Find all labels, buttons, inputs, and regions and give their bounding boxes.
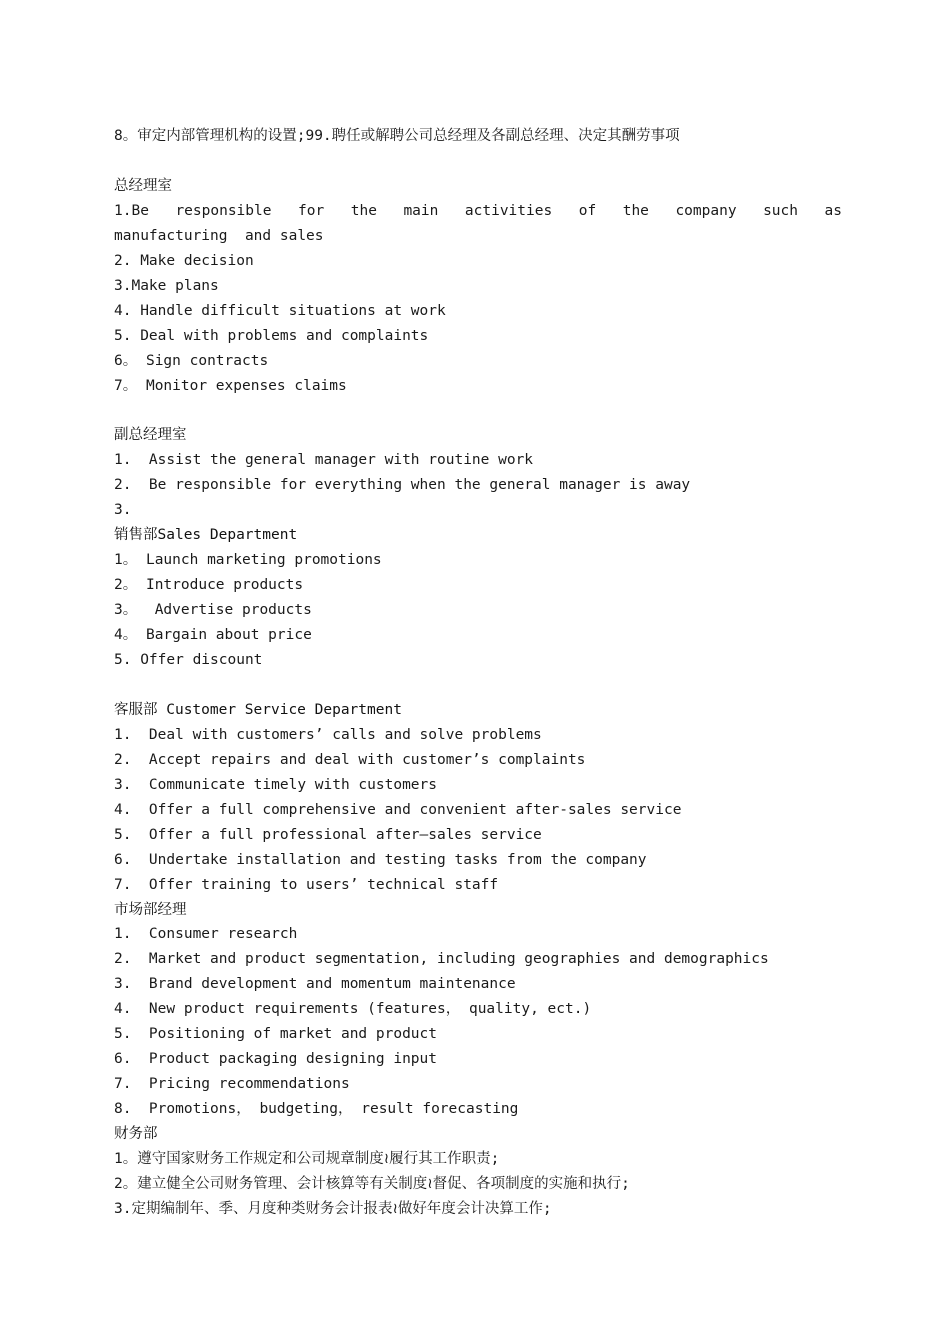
list-item: 2. Market and product segmentation, including geographies and demographics [114,951,769,968]
list-item: 2. Be responsible for everything when the general manager is away [114,477,691,494]
section-marketing [114,898,842,1123]
section-deputy-manager [114,423,842,523]
section-finance [114,1122,842,1222]
section-title: 市场部经理 [114,901,187,918]
list-item: 4。 Bargain about price [114,627,312,644]
list-item: 1.Be responsible for the main activities of the company such as manufacturing and sales [114,202,860,244]
list-item: 4. Handle difficult situations at work [114,302,446,319]
section-title: 总经理室 [114,177,172,194]
intro-line: 8。审定内部管理机构的设置;99.聘任或解聘公司总经理及各副总经理、决定其酬劳事项 [114,128,680,144]
list-item: 3.定期编制年、季、月度种类财务会计报表≀做好年度会计决算工作; [114,1200,552,1217]
list-item: 2. Accept repairs and deal with customer’s complaints [114,751,586,768]
list-item: 5. Deal with problems and complaints [114,327,429,344]
section-customer-service [114,698,842,898]
list-item: 1。遵守国家财务工作规定和公司规章制度≀履行其工作职责; [114,1151,500,1168]
list-item: 1. Deal with customers’ calls and solve problems [114,726,542,743]
blank-line [114,398,842,423]
document-page [114,124,860,1222]
list-item: 8. Promotions， budgeting， result forecasting [114,1101,519,1118]
list-item: 2。建立健全公司财务管理、会计核算等有关制度≀督促、各项制度的实施和执行; [114,1175,630,1192]
section-title: 财务部 [114,1126,158,1143]
list-item: 4. Offer a full comprehensive and convenient after-sales service [114,801,682,818]
list-item: 4. New product requirements (features， quality, ect.) [114,1001,592,1018]
list-item: 2。 Introduce products [114,577,304,594]
list-item: 2. Make decision [114,252,254,269]
section-title: 客服部 Customer Service Department [114,701,402,718]
list-item: 7. Pricing recommendations [114,1076,350,1093]
list-item: 6. Product packaging designing input [114,1051,438,1068]
blank-line [114,673,842,698]
list-item: 5. Offer a full professional after—sales service [114,826,542,843]
list-item: 1。 Launch marketing promotions [114,552,382,569]
section-sales [114,523,842,673]
blank-line [114,149,842,174]
list-item: 7. Offer training to users’ technical staff [114,876,499,893]
list-item: 3. Brand development and momentum maintenance [114,976,516,993]
section-title: 副总经理室 [114,427,187,444]
section-title: 销售部Sales Department [114,527,298,544]
list-item: 5. Positioning of market and product [114,1026,438,1043]
list-item: 7。 Monitor expenses claims [114,377,347,394]
list-item: 6。 Sign contracts [114,352,269,369]
section-general-manager [114,174,860,399]
list-item: 3。 Advertise products [114,602,312,619]
list-item: 5. Offer discount [114,651,263,668]
list-item: 1. Consumer research [114,926,298,943]
list-item: 3.Make plans [114,277,219,294]
list-item: 3. Communicate timely with customers [114,776,438,793]
list-item: 6. Undertake installation and testing tasks from the company [114,851,647,868]
list-item: 1. Assist the general manager with routine work [114,452,534,469]
list-item: 3. [114,502,132,519]
